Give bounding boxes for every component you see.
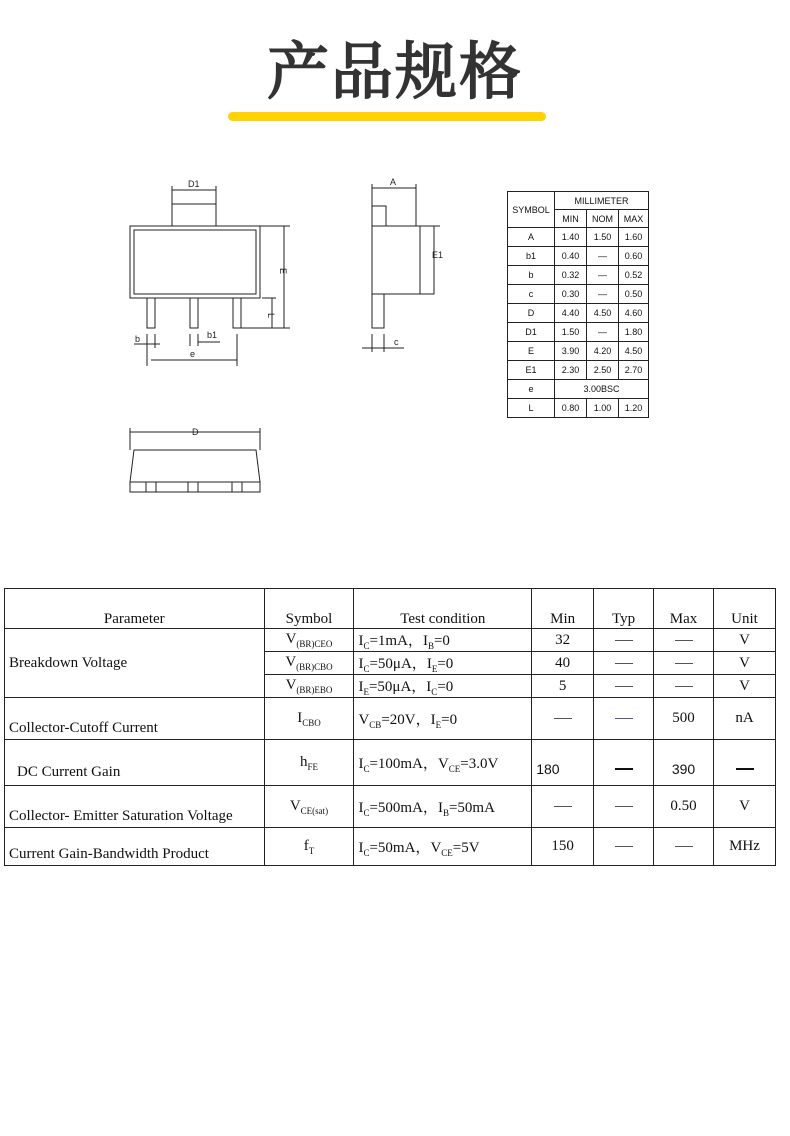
symbol-cell: $V_{(BR)CEO}$ bbox=[264, 629, 354, 652]
label-b1: b1 bbox=[207, 330, 218, 340]
label-b: b bbox=[135, 334, 141, 344]
table-row bbox=[5, 698, 776, 740]
typ-cell bbox=[594, 698, 654, 740]
table-row: E 3.90 4.20 4.50 bbox=[508, 342, 649, 361]
unit-cell: V bbox=[714, 675, 776, 698]
min-cell: 32 bbox=[532, 629, 594, 652]
dim-header-min: MIN bbox=[555, 210, 587, 228]
dim-header-symbol: SYMBOL bbox=[508, 192, 555, 228]
max-cell: 0.50 bbox=[654, 786, 714, 828]
param-cutoff: Collector-Cutoff Current bbox=[5, 698, 265, 740]
tab-outline bbox=[172, 204, 216, 226]
max-cell: 390 bbox=[654, 740, 714, 786]
min-cell bbox=[532, 698, 594, 740]
label-a: A bbox=[390, 177, 397, 187]
label-e-big: E bbox=[278, 268, 288, 275]
header-symbol: Symbol bbox=[264, 589, 354, 629]
min-cell: 40 bbox=[532, 652, 594, 675]
dim-header-unit: MILLIMETER bbox=[555, 192, 649, 210]
symbol-cell: $I_{CBO}$ bbox=[264, 698, 354, 740]
max-cell bbox=[654, 828, 714, 866]
table-row: c 0.30 — 0.50 bbox=[508, 285, 649, 304]
symbol-cell: $f_T$ bbox=[264, 828, 354, 866]
package-drawing bbox=[0, 0, 790, 520]
typ-cell bbox=[594, 786, 654, 828]
lead-1 bbox=[147, 298, 155, 328]
label-e: e bbox=[190, 349, 196, 359]
max-cell bbox=[654, 675, 714, 698]
lead-3 bbox=[233, 298, 241, 328]
param-gain: DC Current Gain bbox=[5, 740, 265, 786]
unit-cell bbox=[714, 740, 776, 786]
typ-cell bbox=[594, 828, 654, 866]
unit-cell: MHz bbox=[714, 828, 776, 866]
param-ft: Current Gain-Bandwidth Product bbox=[5, 828, 265, 866]
unit-cell: V bbox=[714, 629, 776, 652]
lead-2 bbox=[190, 298, 198, 328]
typ-cell bbox=[594, 740, 654, 786]
symbol-cell: $h_{FE}$ bbox=[264, 740, 354, 786]
table-row: A 1.40 1.50 1.60 bbox=[508, 228, 649, 247]
param-sat: Collector- Emitter Saturation Voltage bbox=[5, 786, 265, 828]
symbol-cell: $V_{CE(sat)}$ bbox=[264, 786, 354, 828]
header-test: Test condition bbox=[354, 589, 532, 629]
symbol-cell: $V_{(BR)CBO}$ bbox=[264, 652, 354, 675]
test-cell: $V_{CB}=20V$，$I_E=0$ bbox=[354, 698, 532, 740]
header-unit: Unit bbox=[714, 589, 776, 629]
table-row bbox=[5, 629, 776, 652]
unit-cell: V bbox=[714, 652, 776, 675]
spec-header-row bbox=[5, 589, 776, 629]
header-parameter: Parameter bbox=[5, 589, 265, 629]
label-e1: E1 bbox=[432, 250, 444, 260]
header-max: Max bbox=[654, 589, 714, 629]
dim-header-nom: NOM bbox=[587, 210, 619, 228]
typ-cell bbox=[594, 652, 654, 675]
unit-cell: nA bbox=[714, 698, 776, 740]
label-d1: D1 bbox=[188, 179, 200, 189]
label-c: c bbox=[394, 337, 399, 347]
max-cell bbox=[654, 629, 714, 652]
unit-cell: V bbox=[714, 786, 776, 828]
test-cell: $I_C=100mA$，$V_{CE}=3.0V$ bbox=[354, 740, 532, 786]
page-title: 产品规格 bbox=[266, 35, 523, 108]
table-row: b 0.32 — 0.52 bbox=[508, 266, 649, 285]
symbol-cell: $V_{(BR)EBO}$ bbox=[264, 675, 354, 698]
table-row bbox=[5, 740, 776, 786]
dimension-table bbox=[507, 191, 649, 418]
table-row: L 0.80 1.00 1.20 bbox=[508, 399, 649, 418]
test-cell: $I_C=50\mu A$，$I_E=0$ bbox=[354, 652, 532, 675]
side-lead bbox=[372, 294, 384, 328]
min-cell: 180 bbox=[532, 740, 594, 786]
table-row bbox=[5, 828, 776, 866]
typ-cell bbox=[594, 629, 654, 652]
test-cell: $I_C=500mA$，$I_B=50mA$ bbox=[354, 786, 532, 828]
min-cell: 150 bbox=[532, 828, 594, 866]
max-cell: 500 bbox=[654, 698, 714, 740]
body-top-outline bbox=[130, 226, 260, 298]
header-min: Min bbox=[532, 589, 594, 629]
label-l: L bbox=[266, 313, 276, 319]
header-typ: Typ bbox=[594, 589, 654, 629]
label-d: D bbox=[192, 427, 199, 437]
table-row: b1 0.40 — 0.60 bbox=[508, 247, 649, 266]
min-cell: 5 bbox=[532, 675, 594, 698]
test-cell: $I_C=1mA$，$I_B=0$ bbox=[354, 629, 532, 652]
typ-cell bbox=[594, 675, 654, 698]
table-row bbox=[5, 786, 776, 828]
table-row: D 4.40 4.50 4.60 bbox=[508, 304, 649, 323]
spec-table bbox=[4, 588, 776, 866]
max-cell bbox=[654, 652, 714, 675]
min-cell bbox=[532, 786, 594, 828]
param-breakdown: Breakdown Voltage bbox=[5, 629, 265, 698]
table-row: E1 2.30 2.50 2.70 bbox=[508, 361, 649, 380]
dim-header-max: MAX bbox=[619, 210, 649, 228]
test-cell: $I_E=50\mu A$，$I_C=0$ bbox=[354, 675, 532, 698]
test-cell: $I_C=50mA$，$V_{CE}=5V$ bbox=[354, 828, 532, 866]
table-row: D1 1.50 — 1.80 bbox=[508, 323, 649, 342]
body-front-outline bbox=[130, 450, 260, 482]
table-row: e 3.00BSC bbox=[508, 380, 649, 399]
